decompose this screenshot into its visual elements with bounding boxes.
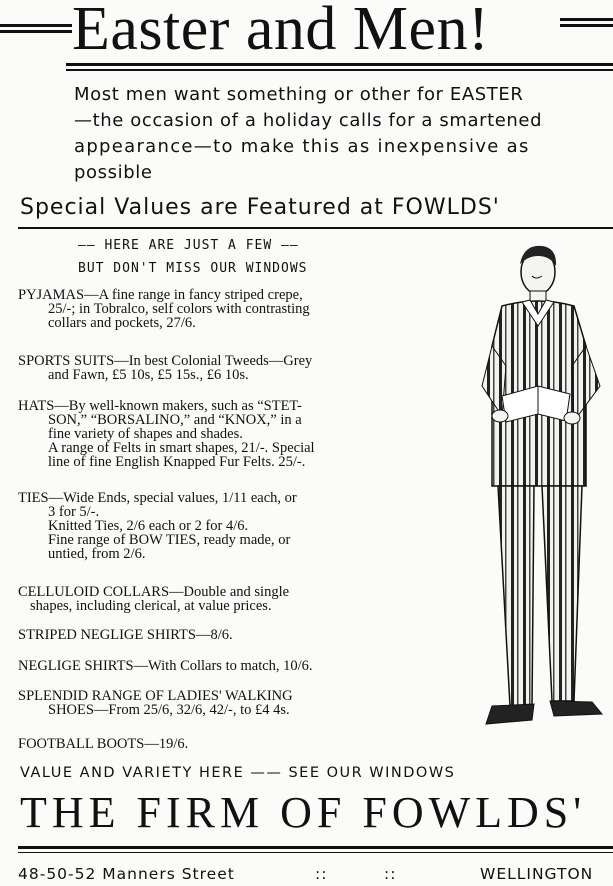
item-line: SHOES—From 25/6, 32/6, 42/-, to £4 4s. — [48, 702, 290, 718]
item-line: 25/-; in Tobralco, self colors with contrasting — [48, 301, 310, 317]
header-underline-thin — [66, 69, 613, 71]
dash-mark: —— — [272, 238, 299, 253]
man-in-striped-pyjamas-illustration — [462, 236, 613, 756]
few-line-2: BUT DON'T MISS OUR WINDOWS — [78, 261, 308, 276]
list-item-celluloid-collars — [18, 585, 446, 613]
header-rule-right — [560, 18, 613, 27]
list-item-hats — [18, 399, 446, 469]
intro-line: Most men want something or other for EASTER — [74, 84, 524, 105]
intro-paragraph — [74, 82, 574, 186]
item-line: FOOTBALL BOOTS—19/6. — [18, 736, 189, 752]
address-separator: :: — [384, 865, 397, 883]
item-line: Fine range of BOW TIES, ready made, or — [48, 532, 291, 548]
item-line: CELLULOID COLLARS—Double and single — [18, 584, 290, 600]
value-and-variety-line: VALUE AND VARIETY HERE —— SEE OUR WINDOWS — [20, 765, 456, 781]
footer-rule — [18, 846, 613, 849]
item-line: STRIPED NEGLIGE SHIRTS—8/6. — [18, 627, 233, 643]
item-line: TIES—Wide Ends, special values, 1/11 each, or — [18, 490, 297, 506]
item-line: SPORTS SUITS—In best Colonial Tweeds—Grey — [18, 353, 313, 369]
header-rule-left — [0, 24, 72, 33]
intro-line: appearance—to make this as inexpensive as — [74, 136, 530, 157]
item-line: NEGLIGE SHIRTS—With Collars to match, 10/6. — [18, 658, 313, 674]
special-values-line: Special Values are Featured at FOWLDS' — [20, 195, 500, 220]
item-line: PYJAMAS—A fine range in fancy striped crepe, — [18, 287, 303, 303]
few-line-1: —— HERE ARE JUST A FEW —— — [78, 238, 299, 253]
item-line: and Fawn, £5 10s, £5 15s., £6 10s. — [48, 367, 249, 383]
item-line: SPLENDID RANGE OF LADIES' WALKING — [18, 688, 293, 704]
list-item-sports-suits — [18, 354, 446, 382]
list-item-pyjamas — [18, 288, 446, 330]
item-line: shapes, including clerical, at value prices. — [30, 598, 272, 614]
intro-line: possible — [74, 162, 153, 183]
dash-mark: —— — [78, 238, 105, 253]
list-item-football-boots — [18, 737, 446, 751]
item-line: A range of Felts in smart shapes, 21/-. Special — [48, 440, 315, 456]
address-separator: :: — [315, 865, 328, 883]
headline: Easter and Men! — [72, 0, 490, 63]
footer-rule-thin — [18, 852, 613, 853]
address-street: 48-50-52 Manners Street — [18, 865, 235, 883]
item-line: 3 for 5/-. — [48, 504, 100, 520]
item-line: collars and pockets, 27/6. — [48, 315, 196, 331]
item-line: Knitted Ties, 2/6 each or 2 for 4/6. — [48, 518, 249, 534]
list-item-striped-neglige-shirts — [18, 628, 446, 642]
item-line: fine variety of shapes and shades. — [48, 426, 243, 442]
list-item-ties — [18, 491, 446, 561]
address-city: WELLINGTON — [480, 865, 594, 883]
item-line: HATS—By well-known makers, such as “STET- — [18, 398, 302, 414]
list-item-ladies-shoes — [18, 689, 446, 717]
intro-line: —the occasion of a holiday calls for a smartened — [74, 110, 543, 131]
header-underline — [66, 63, 613, 66]
list-item-neglige-shirts — [18, 659, 446, 673]
firm-name: THE FIRM OF FOWLDS' — [20, 788, 587, 837]
item-line: line of fine English Knapped Fur Felts. 25/-. — [48, 454, 306, 470]
item-line: untied, from 2/6. — [48, 546, 146, 562]
item-line: SON,” “BORSALINO,” and “KNOX,” in a — [48, 412, 302, 428]
special-rule — [18, 227, 613, 229]
